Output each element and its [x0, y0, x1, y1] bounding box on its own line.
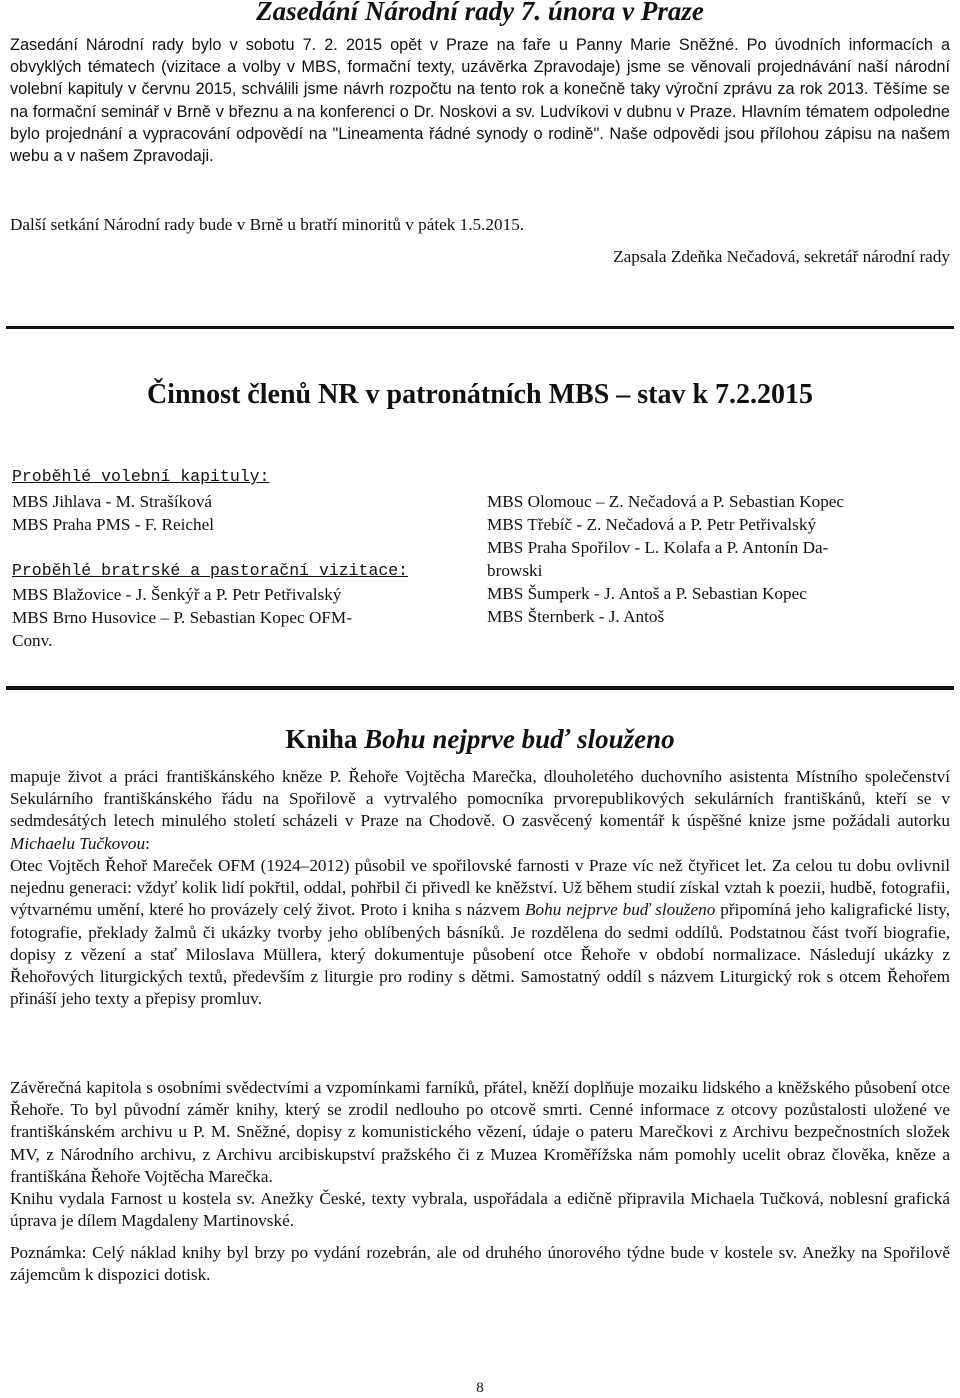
book-title-prefix: Kniha — [285, 724, 365, 754]
book-title — [0, 722, 960, 756]
section-divider — [6, 326, 954, 329]
book-title-italic: Bohu nejprve buď slouženo — [364, 724, 675, 754]
right-item: MBS Šternberk - J. Antoš — [487, 607, 665, 626]
activity-title: Činnost členů NR v patronátních MBS – stav k 7.2.2015 — [146, 379, 814, 410]
book-intro-text: mapuje život a práci františkánského kněze P. Řehoře Vojtěcha Marečka, dlouholetého duchovního asistenta Místního společenství Sekulárního františkánského řádu na Spořilově a vytrvalého pomocníka prvorepublikových sekulárních františkánů, kteří se v sedmdesátých letech minulého století scházeli v Praze na Chodově. O zasvěcený komentář k úspěšné knize jsme požádali autorku — [10, 767, 950, 831]
right-item: browski — [487, 561, 543, 580]
book-author: Michaelu Tučkovou — [10, 833, 146, 853]
chapter-item: MBS Jihlava - M. Strašíková — [12, 492, 213, 511]
book-paragraph: Knihu vydala Farnost u kostela sv. Anežky České, texty vybrala, uspořádala a edičně připravila Michaela Tučková, noblesní grafická úprava je dílem Magdaleny Martinovské. — [10, 1189, 950, 1231]
book-title-inline: Bohu nejprve buď slouženo — [525, 900, 716, 920]
next-meeting: Další setkání Národní rady bude v Brně u bratří minoritů v pátek 1.5.2015. — [10, 215, 525, 234]
meeting-body: Zasedání Národní rady bylo v sobotu 7. 2. 2015 opět v Praze na faře u Panny Marie Sněžné. Po úvodních informacích a obvyklých tématech (vizitace a volby v MBS, formační texty, uzávěrka Zpravodaje) jsme se věnovali projednávání naší národní volební kapituly v červnu 2015, schválili jsme návrh rozpočtu na tento rok a konečně taky výroční zprávu za rok 2013. Těšíme se na formační seminář v Brně v březnu a na konferenci o Dr. Noskovi a sv. Ludvíkovi v dubnu v Praze. Hlavním tématem odpoledne bylo projednání a vypracování odpovědí na "Lineamenta řádné synody o rodině". Naše odpovědi jsou přílohou zápisu na našem webu a v našem Zpravodaji. — [10, 36, 950, 166]
visits-heading: Proběhlé bratrské a pastorační vizitace: — [12, 561, 409, 580]
book-paragraph — [10, 855, 950, 1010]
right-item: MBS Olomouc – Z. Nečadová a P. Sebastian Kopec — [487, 492, 845, 511]
book-intro-end: : — [145, 833, 150, 853]
right-item: MBS Šumperk - J. Antoš a P. Sebastian Kopec — [487, 584, 807, 603]
book-note: Poznámka: Celý náklad knihy byl brzy po vydání rozebrán, ale od druhého únorového týdne bude v kostele sv. Anežky na Spořilově zájemcům k dispozici dotisk. — [10, 1243, 950, 1285]
book-paragraph-text: připomíná jeho kaligrafické listy, fotografie, překlady žalmů či ukázky tvorby jeho oblíbených básníků. Je rozdělena do sedmi oddílů. Podstatnou část tvoří biografie, dopisy z vězení a stať Miloslava Müllera, který dokumentuje působení otce Řehoře v období normalizace. Následují ukázky z Řehořových liturgických textů, především z liturgie pro rodiny s dětmi. Samostatný oddíl s názvem Liturgický rok s otcem Řehořem přináší jeho texty a přepisy promluv. — [10, 900, 950, 1009]
section-divider — [6, 686, 954, 690]
page-number: 8 — [476, 1380, 484, 1396]
meeting-signature: Zapsala Zdeňka Nečadová, sekretář národní rady — [613, 247, 950, 266]
right-item: MBS Praha Spořilov - L. Kolafa a P. Antonín Da- — [487, 538, 829, 557]
book-paragraph: Závěrečná kapitola s osobními svědectvími a vzpomínkami farníků, přátel, kněží doplňuje mozaiku lidského a kněžského působení otce Řehoře. To byl původní záměr knihy, který se zrodil nedlouho po otcově smrti. Cenné informace z otcovy pozůstalosti uložené ve františkánském archivu u P. M. Sněžné, dopisy z komunistického vězení, údaje o pateru Marečkovi z Archivu bezpečnostních složek MV, z Národního archivu, z Archivu arcibiskupství pražského či z Muzea Kroměřížska nám pomohly ucelit obraz člověka, kněze a františkána Řehoře Vojtěcha Marečka. — [10, 1078, 950, 1186]
visit-item: MBS Blažovice - J. Šenkýř a P. Petr Petřivalský — [12, 585, 342, 604]
right-item: MBS Třebíč - Z. Nečadová a P. Petr Petřivalský — [487, 515, 817, 534]
book-paragraph-text: Otec Vojtěch Řehoř Mareček OFM (1924–2012) působil ve spořilovské farnosti v Praze víc než čtyřicet let. Za celou tu dobu ovlivnil nejednu generaci: vždyť kolik lidí pokřtil, oddal, pohřbil či přivedl ke kněžství. Už během studií získal vztah k poezii, hudbě, fotografii, výtvarnému umění, které ho provázely celý život. Proto i kniha s názvem — [10, 856, 950, 920]
chapters-heading: Proběhlé volební kapituly: — [12, 467, 270, 486]
book-intro — [10, 766, 950, 855]
chapter-item: MBS Praha PMS - F. Reichel — [12, 515, 215, 534]
meeting-title: Zasedání Národní rady 7. února v Praze — [256, 0, 704, 26]
visit-item: MBS Brno Husovice – P. Sebastian Kopec OFM- — [12, 608, 352, 627]
visit-item: Conv. — [12, 631, 53, 650]
